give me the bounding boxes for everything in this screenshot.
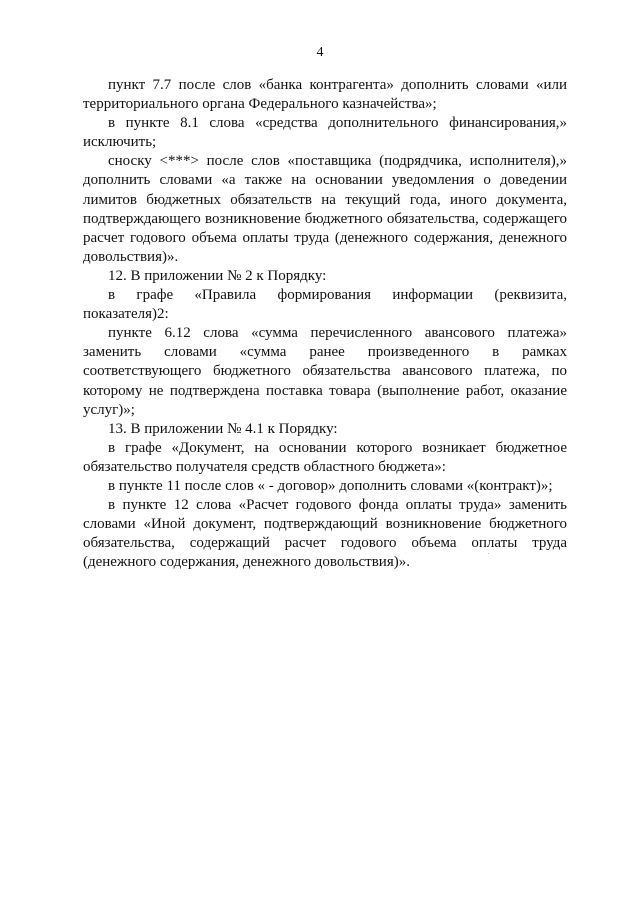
scan-speck xyxy=(488,553,489,554)
paragraph-column-document: в графе «Документ, на основании которого возникает бюджетное обязательство получателя средств областного бюджета»: xyxy=(83,439,567,475)
paragraph-item-11: в пункте 11 после слов « - договор» дополнить словами «(контракт)»; xyxy=(108,477,553,494)
paragraph-item-8-1: в пункте 8.1 слова «средства дополнительного финансирования,» исключить; xyxy=(83,115,567,151)
page-number: 4 xyxy=(316,45,324,60)
paragraph-heading-13: 13. В приложении № 4.1 к Порядку: xyxy=(108,420,338,437)
paragraph-item-12: в пункте 12 слова «Расчет годового фонда оплаты труда» заменить словами «Иной документ, подтверждающий возникновение бюджетного обязательства, содержащий расчет годового объема оплаты труда (денежного содержания, денежного довольствия)». xyxy=(83,497,567,571)
paragraph-item-7-7: пункт 7.7 после слов «банка контрагента» дополнить словами «или территориального органа Федерального казначейства»; xyxy=(83,77,567,113)
document-body xyxy=(83,76,567,572)
paragraph-footnote: сноску <***> после слов «поставщика (подрядчика, исполнителя),» дополнить словами «а также на основании уведомления о доведении лимитов бюджетных обязательств на текущий года, иного документа, подтверждающего возникновение бюджетного обязательства, содержащего расчет годового объема оплаты труда (денежного содержания, денежного довольствия)». xyxy=(83,153,567,265)
paragraph-item-6-12: пункте 6.12 слова «сумма перечисленного авансового платежа» заменить словами «сумма ранее произведенного в рамках соответствующего бюджетного обязательства авансового платежа, по которому не подтверждена поставка товара (выполнение работ, оказание услуг)»; xyxy=(83,325,567,418)
paragraph-heading-12: 12. В приложении № 2 к Порядку: xyxy=(108,267,327,284)
paragraph-column-rules: в графе «Правила формирования информации (реквизита, показателя)2: xyxy=(83,287,567,323)
